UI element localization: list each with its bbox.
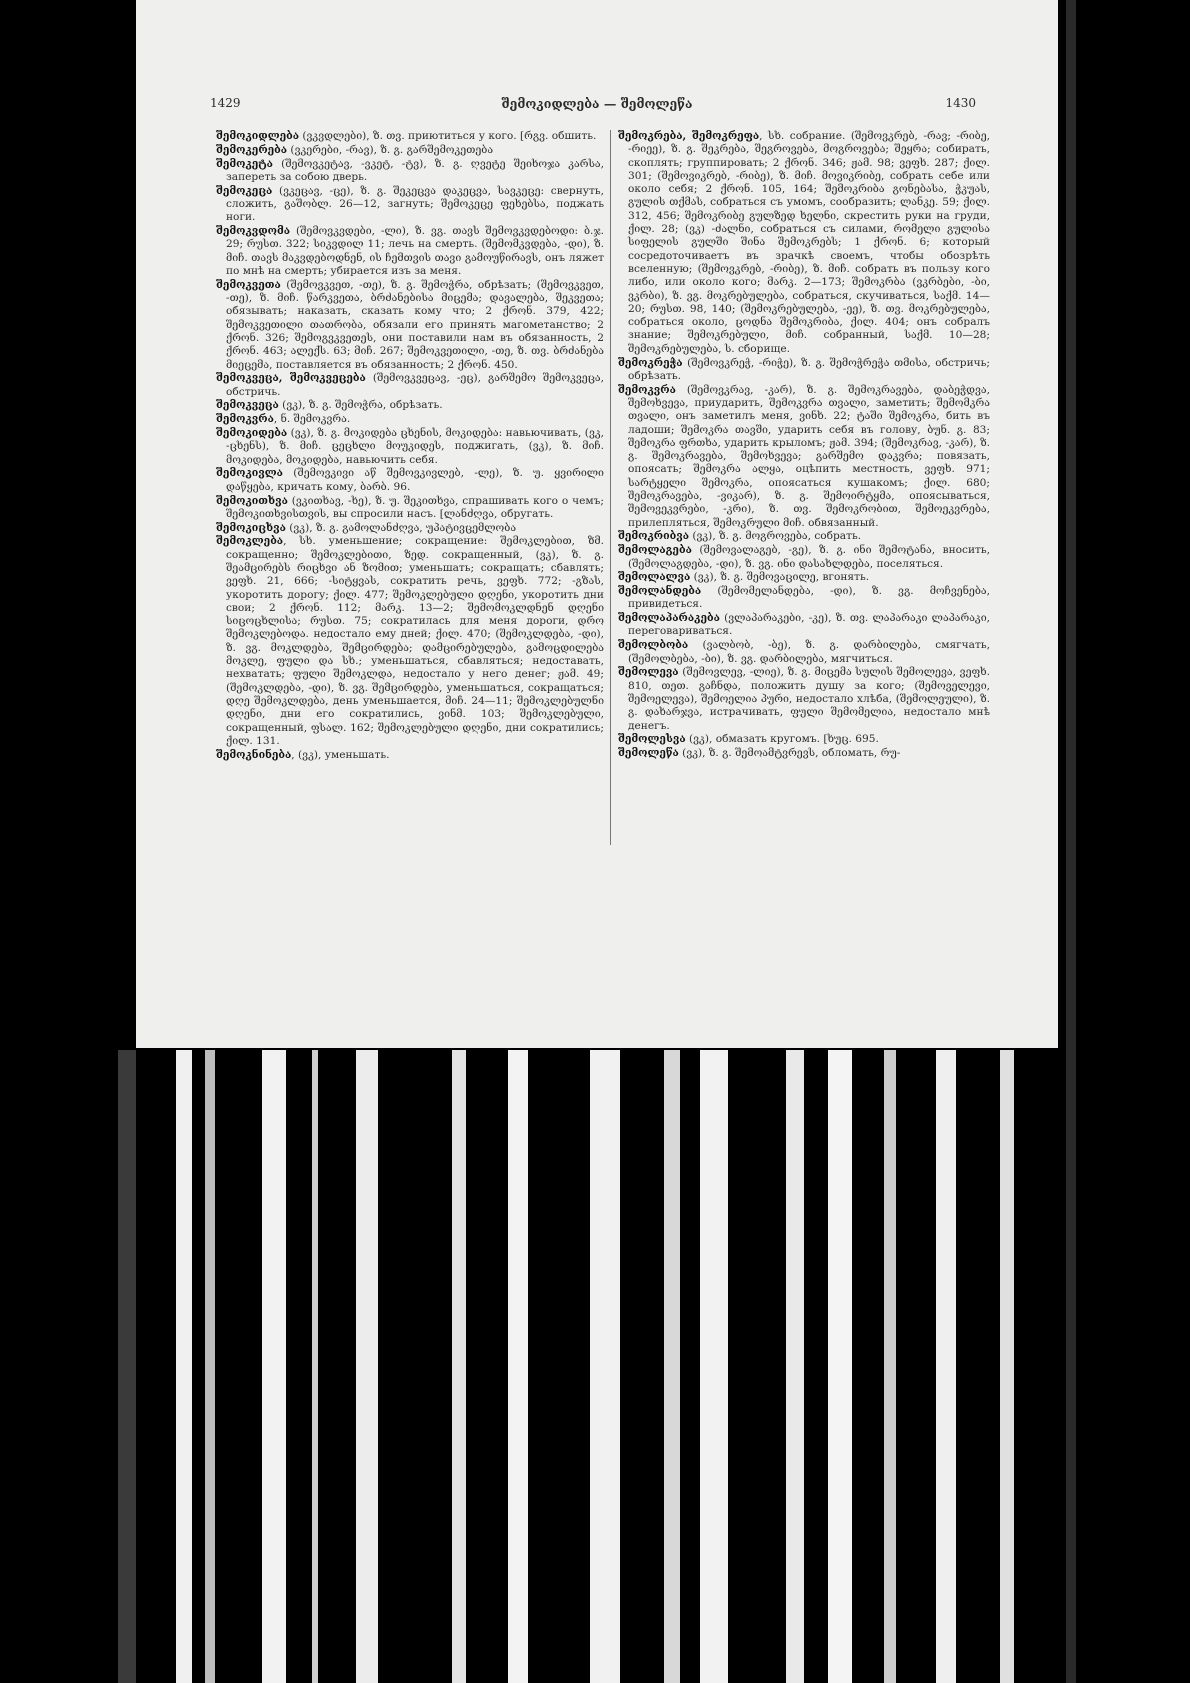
- headword: შემოკიცხვა: [216, 521, 286, 534]
- definition-text: (შემოვკეტავ, -ვკეტ, -ტვ), ზ. გ. ღვეტე შეიხოჯა კარსა, запереть за собою дверь.: [226, 157, 604, 183]
- page-number-right: 1430: [945, 96, 976, 110]
- headword: შემოკეტა: [216, 157, 273, 170]
- dictionary-entry: [216, 399, 604, 412]
- film-stripe: [700, 1050, 728, 1683]
- film-stripe: [508, 1050, 528, 1683]
- definition-text: (შემოვლევ, -ლიე), ზ. გ. მიცემა სულის შემოლევა, ვეფხ. 810, თეთ. გაჩნდა, положить душу за кого; (შემოველევი, შემოელევა), შემოელია პური, недостало хлѣба, (შემოლეული), ზ. გ. დახარჯვა, истрачивать, ფული შემომელია, недостало мнѣ денегъ.: [628, 666, 990, 732]
- headword: შემოკიდლება: [216, 130, 300, 142]
- definition-text: (ვალბობ, -ბე), ზ. გ. დარბილება, смягчать, (შემოლბება, -ბი), ზ. ვგ. დარბილება, мягчиться.: [628, 639, 990, 665]
- headword: შემოლბობა: [618, 639, 689, 652]
- headword: შემოკვეთა: [216, 278, 281, 291]
- dictionary-entry: [618, 666, 990, 732]
- column-divider: [610, 130, 611, 845]
- headword: შემოლესვა: [618, 733, 686, 746]
- definition-text: (შემოვალაგებ, -გე), ზ. გ. ინი შემოტანა, вносить, (შემოლაგდება, -დი), ზ. ვგ. ინი დასახლდება, поселяться.: [628, 544, 990, 570]
- headword: შემოკვრა: [216, 413, 274, 426]
- dictionary-entry: [618, 571, 990, 584]
- running-title: შემოკიდლება — შემოლეწა: [501, 96, 693, 111]
- dictionary-entry: [216, 158, 604, 185]
- definition-text: (ვკერები, -რავ), ზ. გ. გარშემოკეთება: [287, 143, 494, 156]
- dictionary-entry: [618, 747, 990, 760]
- definition-text: (ვკ), ზ. გ. მოგროვება, собрать.: [689, 530, 862, 543]
- dictionary-entry: [216, 130, 604, 143]
- definition-text: (ვკეცავ, -ცე), ზ. გ. შეკეცვა დაკეცვა, სავკეცე: свернуть, сложить, გაშობლ. 26—12, загнуть; შემოკეცე ფეხებსა, поджать ноги.: [226, 184, 604, 224]
- page-number-left: 1429: [210, 96, 241, 110]
- dictionary-entry: [618, 530, 990, 543]
- headword: შემოკნინება: [216, 748, 292, 761]
- dictionary-entry: [216, 185, 604, 225]
- dictionary-entry: [216, 749, 604, 762]
- headword: შემოკერება: [216, 143, 288, 156]
- headword: შემოლალვა: [618, 571, 691, 584]
- dictionary-entry: [216, 467, 604, 494]
- film-stripe: [205, 1050, 215, 1683]
- headword: შემოკრეჭა: [618, 356, 683, 369]
- dictionary-entry: [216, 522, 604, 535]
- headword: შემოკვეცა, შემოკვეცება: [216, 372, 366, 385]
- film-stripe: [786, 1050, 804, 1683]
- film-stripe: [590, 1050, 620, 1683]
- definition-text: (ვკ), ზ. გ. შემოამტვრევს, обломать, რუ-: [678, 747, 901, 760]
- dictionary-page: [136, 0, 1058, 1048]
- film-stripe: [936, 1050, 956, 1683]
- headword: შემოლანდება: [618, 585, 702, 598]
- dictionary-entry: [618, 733, 990, 746]
- definition-text: (შემოვკრეჭ, -რიჭე), ზ. გ. შემოჭრეჭა თმისა, обстричь; обрѣзать.: [628, 356, 990, 382]
- headword: შემოკიდება: [216, 427, 288, 440]
- headword: შემოლევა: [618, 666, 679, 679]
- film-stripe: [884, 1050, 896, 1683]
- definition-text: , (ვკ), уменьшать.: [291, 748, 390, 761]
- dictionary-entry: [216, 225, 604, 278]
- film-stripe: [1000, 1050, 1014, 1683]
- dictionary-entry: [216, 535, 604, 748]
- definition-text: (შემოვკვეთ, -თე), ზ. გ. შემოჭრა, обрѣзать; (შემოვკვეთ, -თე), ზ. მიჩ. წარკვეთა, ბრძანებისა მიცემა; დავალება, შეკვეთა; обязывать; наказать, сказать кому что; 2 ქრონ. 379, 422; შემოკვეთილი თათრობა, обязали его принять магометанство; 2 ქრონ. 326; შემოგვკვეთეს, они поставили нам въ обязанность, 2 ქრონ. 463; ალექს. 63; მიჩ. 267; შემოკვეთილი, -თე, ზ. თვ. ბრძანება მიეცემა, поставляется въ обязанность; 2 ქრონ. 450.: [226, 278, 604, 371]
- definition-text: (ვკ), ზ. გ. შემოვაცილე, вгонять.: [690, 571, 870, 584]
- headword: შემოკრება, შემოკრეფა: [618, 130, 760, 142]
- dictionary-entry: [618, 130, 990, 356]
- definition-text: , ნ. შემოკვრა.: [273, 413, 351, 426]
- headword: შემოლეწა: [618, 747, 679, 760]
- film-stripe: [118, 1050, 136, 1683]
- dictionary-entry: [618, 544, 990, 571]
- definition-text: (შემოვკივი აწ შემოვკივლებ, -ლე), ზ. უ. ყვირილი დაწყება, кричать кому, ბარბ. 96.: [226, 467, 604, 493]
- dictionary-entry: [216, 144, 604, 157]
- definition-text: (ვლაპარაკები, -კე), ზ. თვ. ლაპარაკი ლაპარაკი, переговариваться.: [628, 612, 990, 638]
- headword: შემოკეცა: [216, 184, 273, 197]
- definition-text: (შემოვკვდები, -ლი), ზ. ვგ. თავს შემოვკვდებოდი: ბ.ჯ. 29; რუსთ. 322; სიკვდილ 11; лечь на смерть. (შემომკვდება, -დი), ზ. მიჩ. თავს მაკვდებოდნენ, ის ჩემთვის თავი გამოუწირავს, онъ ляжет по мнѣ на смерть; убирается изъ за меня.: [226, 225, 604, 277]
- definition-text: (ვკ), ზ. გ. მოკიდება ცხენის, მოკიდება: навьючивать, (ვკ, -ცხენს), ზ. მიჩ. ცეცხლი მოუკიდეს, поджигать, (ვკ), ზ. მიჩ. მოკიდება, მოკიდება, навьючить себя.: [226, 427, 604, 466]
- dictionary-entry: [618, 639, 990, 666]
- dictionary-entry: [216, 372, 604, 399]
- definition-text: (შემოვკრავ, -კარ), ზ. გ. შემოკრავება, დაბეჭდვა, შემოხვევა, приударить, შემოკვრა თვალი, заметить; შემომკრა თვალი, онъ заметилъ меня, ვინხ. 22; ტაში შემოკრა, бить въ ладоши; შემოკრა თავში, ударить себя въ голову, ბუნ. გ. 83; შემოკრა ფრთხა, ударить крыломъ; ჟამ. 394; (შემოკრავ, -კარ), ზ. გ. შემოკრავება, შემოხვევა; გარშემო დაკვრა; повязать, опоясать; შემოკრა ალყა, оцѣпить местность, ვეფხ. 971; სარტყელი შემოკრა, опоясаться кушакомъ; ქილ. 680; შემოკრავება, -ვიკარ), ზ. გ. შემოირტყმა, опоясываться, შემოვეკვრები, -კრი), ზ. თვ. შემოკრობით, შემოეკვრება, прилепляться, შემოკრული მიჩ. обвязанный.: [628, 383, 990, 529]
- definition-text: , სხ. собрание. (შემოვკრებ, -რავ; -რიბე, -რიეე), ზ. გ. შეკრება, შეგროვება, მოგროვება; შეყრა; собирать, скоплять; группировать; 2 ქრონ. 346; ჟამ. 98; ვეფხ. 287; ქილ. 301; (შემოვიკრებ, -რიბე), ზ. მიჩ. მოვიკრიბე, собрать себе или около себя; 2 ქრონ. 105, 164; შემოკრიბა გონებასა, ჭკუას, გულის თქმას, собраться съ умомъ, сообразить; ლანკე. 59; ქილ. 312, 456; შემოკრიბე გულზედ ხელნი, скрестить руки на груди, ქილ. 28; (ვკ) -ძალნი, собраться съ силами, რომელი გულისა სიფელის გულში შინა შემოკრებს; 1 ქრონ. 6; который сосредоточиваетъ въ зрачкѣ своемъ, чтобы обозрѣть вселенную; (შემოვკრებ, -რიბე), ზ. მიჩ. собрать въ пользу кого либо, или около кого; მარკ. 2—173; შემოკრბა (ვკრბები, -ბი, ვკრბი), ზ. ვგ. მოკრებულება, собраться, скучиваться, საქმ. 14—20; რუსთ. 98, 140; (შემოკრებულება, -ეე), ზ. თვ. მოკრებულება, собраться около, ცოდნა შემოკრიბა, ქილ. 404; онъ собралъ знание; შემოკრებული, მიჩ. собранный, საქმ. 10—28; შემოკრებულება, ს. сборище.: [628, 130, 990, 355]
- definition-text: (ვკ), ზ. გ. გამოლანძღვა, უპატივცემლობა: [285, 521, 517, 534]
- definition-text: (ვკ), обмазать кругомъ. [ხუც. 695.: [685, 733, 879, 746]
- headword: შემოკრიბვა: [618, 530, 689, 543]
- dictionary-entry: [618, 585, 990, 612]
- film-stripe: [262, 1050, 286, 1683]
- dictionary-entry: [216, 495, 604, 522]
- definition-text: (შემოვკვეცავ, -ეც), გარშემო შემოკვეცა, обстричь.: [226, 372, 604, 398]
- definition-text: (ვკვდლები), ზ. თვ. приютиться у кого. [რგვ. обшить.: [299, 130, 597, 142]
- definition-text: (ვკითხავ, -ხე), ზ. უ. შეკითხვა, спрашивать кого о чемъ; შემოკითხვისთვის, вы спросили насъ. [ლანძღვა, обругать.: [226, 494, 604, 520]
- dictionary-entry: [618, 357, 990, 384]
- definition-text: , სხ. уменьшение; сокращение: შემოკლებით, ზმ. сокращенно; შემოკლებითი, ზედ. сокращенный, (ვკ), ზ. გ. შეამცირებს რიცხვი ან ზომით; уменьшать; сокращать; сбавлять; ვეფხ. 21, 666; -სიტყვას, сократить речь, ვეფხ. 772; -გზას, укоротить дорогу; ქილ. 477; შემოკლებული დღენი, укоротить дни свои; 2 ქრონ. 112; მარკ. 13—2; შემომოკლდნენ დღენი სიცოცხლისა; რუსთ. 75; сократилась для меня дороги, დრო შემოკლებოდა. недостало ему дней; ქილ. 470; (შემოკლდება, -დი), ზ. ვგ. მოკლდება, შემცირდება; დამცირებულება, გამოცდილება მოკლე, ფული და სხ.; уменьшаться, сбавляться; недоставать, нехватать; ფული შემოკლდა, недостало у него денег; ჟამ. 49; (შემოკლდება, -დი), ზ. ვგ. შემცირდება, уменьшаться, сокращаться; დღე შემოკლდება, день уменьшается, მიჩ. 24—11; შემოკლებულნი დღენი, дни его сократились, ვინმ. 103; შემოკლებული, сокращенный, ფსალ. 162; შემოკლებული დღენი, дни сократились; ქილ. 131.: [226, 535, 604, 747]
- film-stripe: [176, 1050, 192, 1683]
- headword: შემოკვდომა: [216, 225, 291, 238]
- headword: შემოკლება: [216, 535, 284, 548]
- left-column: [216, 130, 604, 762]
- film-stripe: [1066, 0, 1076, 1683]
- right-column: [618, 130, 990, 761]
- headword: შემოკვრა: [618, 383, 676, 396]
- film-stripe: [664, 1050, 680, 1683]
- film-stripe: [312, 1050, 318, 1683]
- dictionary-entry: [216, 413, 604, 426]
- film-stripe: [828, 1050, 852, 1683]
- definition-text: (ვკ), ზ. გ. შემოჭრა, обрѣзать.: [278, 399, 443, 412]
- dictionary-entry: [216, 279, 604, 372]
- headword: შემოკვეცა: [216, 399, 279, 412]
- headword: შემოკითხვა: [216, 494, 288, 507]
- page-header: [136, 96, 1058, 116]
- dictionary-entry: [216, 427, 604, 467]
- dictionary-entry: [618, 384, 990, 530]
- headword: შემოლაგება: [618, 544, 692, 557]
- definition-text: (შემომელანდება, -დი), ზ. ვგ. მოჩვენება, привидеться.: [628, 585, 990, 611]
- headword: შემოლაპარაკება: [618, 612, 720, 625]
- film-stripe: [452, 1050, 466, 1683]
- film-stripe: [356, 1050, 378, 1683]
- headword: შემოკივლა: [216, 467, 283, 480]
- dictionary-entry: [618, 612, 990, 639]
